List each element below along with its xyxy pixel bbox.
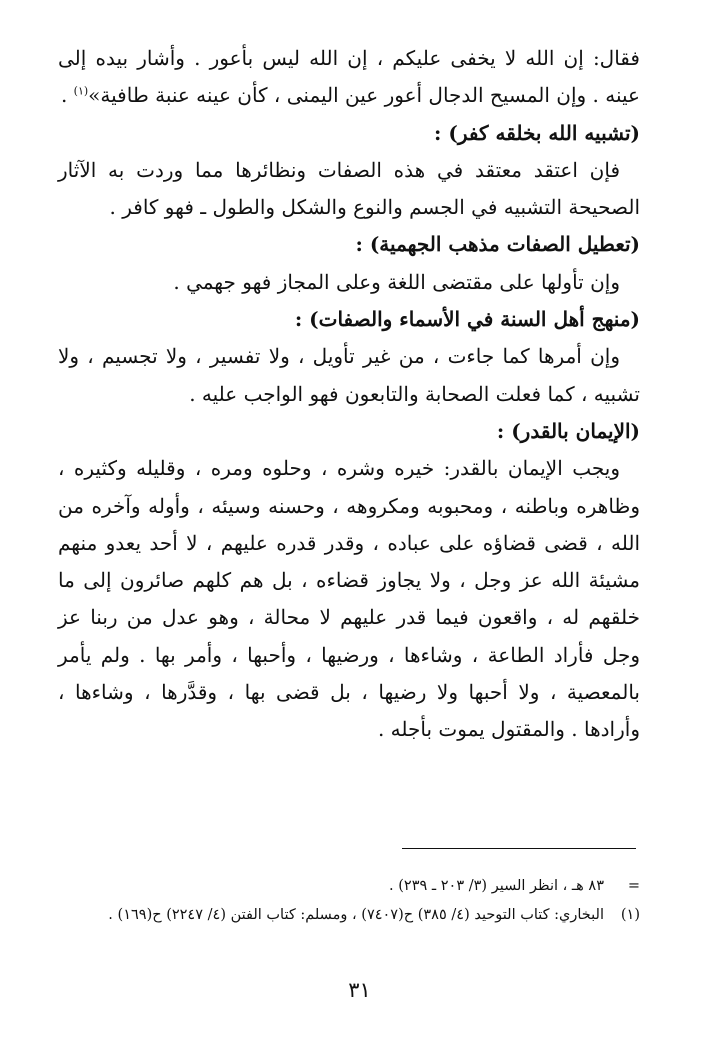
heading-tatil: (تعطيل الصفات مذهب الجهمية) : xyxy=(355,232,640,257)
heading-manhaj: (منهج أهل السنة في الأسماء والصفات) : xyxy=(294,307,640,332)
footnote-marker: (١) xyxy=(620,907,640,923)
page-number: ٣١ xyxy=(348,978,371,1002)
paragraph-qadar: ويجب الإيمان بالقدر: خيره وشره ، وحلوه ومره ، وقليله وكثيره ، وظاهره وباطنه ، ومحبوبه ومكروهه ، وحسنه وسيئه ، وأوله وآخره من الله ، قضى قضاؤه على عباده ، وقدر قدره عليهم ، لا أحد يعدو منهم مشيئة الله عز وجل ، ولا يجاوز قضاءه ، بل هم كلهم صائرون إلى ما خلقهم له ، واقعون فيما قدر عليهم لا محالة ، وهو عدل من ربنا عز وجل فأراد الطاعة ، وشاءها ، ورضيها ، وأحبها ، وأمر بها . ولم يأمر بالمعصية ، ولا أحبها ولا رضيها ، بل قضى بها ، وقدَّرها ، وشاءها ، وأرادها . والمقتول يموت بأجله . xyxy=(58,456,640,742)
footnote-item xyxy=(60,872,640,901)
footnote-reference: (١) xyxy=(73,84,89,98)
paragraph-end: . xyxy=(60,83,74,108)
footnote-divider xyxy=(402,848,636,849)
footnote-text: ٨٣ هـ ، انظر السير (٣/ ٢٠٣ ـ ٢٣٩) . xyxy=(389,878,604,894)
footnote-text: البخاري: كتاب التوحيد (٤/ ٣٨٥) ح(٧٤٠٧) ، ومسلم: كتاب الفتن (٤/ ٢٢٤٧) ح(١٦٩) . xyxy=(108,907,604,923)
heading-qadar: (الإيمان بالقدر) : xyxy=(496,418,640,443)
paragraph-manhaj: وإن أمرها كما جاءت ، من غير تأويل ، ولا تفسير ، ولا تجسيم ، ولا تشبيه ، كما فعلت الصحابة والتابعون فهو الواجب عليه . xyxy=(58,344,640,406)
paragraph-text: فقال: إن الله لا يخفى عليكم ، إن الله ليس بأعور . وأشار بيده إلى عينه . وإن المسيح الدجال أعور عين اليمنى ، كأن عينه عنبة طافية» xyxy=(58,46,640,108)
main-text xyxy=(58,40,640,749)
footnote-marker: = xyxy=(627,878,640,894)
footnote-item xyxy=(60,901,640,930)
paragraph-tashbih: فإن اعتقد معتقد في هذه الصفات ونظائرها مما وردت به الآثار الصحيحة التشبيه في الجسم والنوع والشكل والطول ـ فهو كافر . xyxy=(58,157,640,220)
paragraph-hadith xyxy=(58,40,640,115)
heading-tashbih: (تشبيه الله بخلقه كفر) : xyxy=(434,120,640,145)
footnotes xyxy=(60,872,640,930)
paragraph-tatil: وإن تأولها على مقتضى اللغة وعلى المجاز فهو جهمي . xyxy=(173,269,620,294)
